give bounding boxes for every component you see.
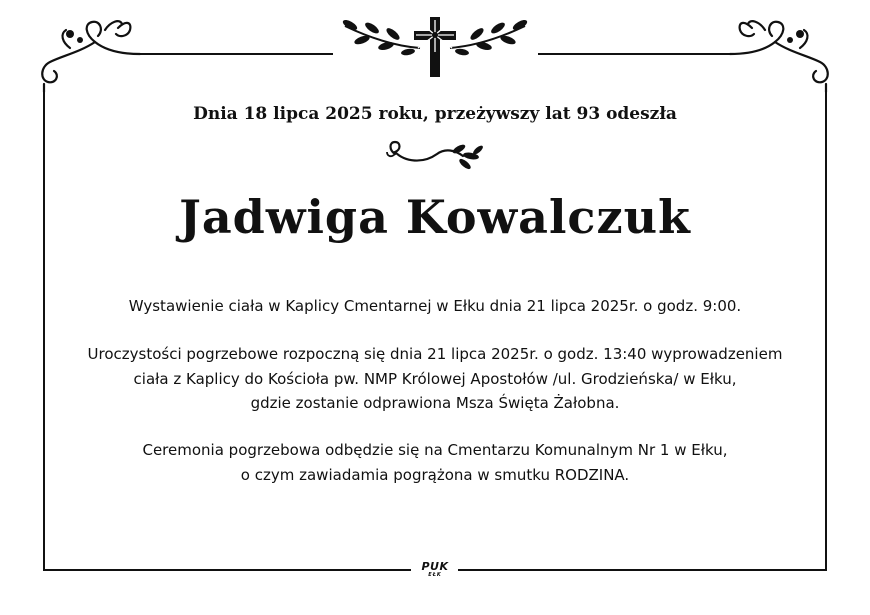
cross-icon (414, 17, 456, 77)
corner-flourish-icon-left (42, 21, 140, 92)
laurel-branch-icon-left (341, 18, 420, 56)
text-line: Uroczystości pogrzebowe rozpoczną się dnia 21 lipca 2025r. o godz. 13:40 wyprowadzeniem (87, 345, 783, 363)
laurel-branch-icon-right (450, 18, 529, 56)
logo-main-text: PUK (421, 560, 449, 573)
text-line: Ceremonia pogrzebowa odbędzie się na Cmentarzu Komunalnym Nr 1 w Ełku, (142, 441, 728, 459)
paragraph-ceremony (50, 342, 820, 416)
frame-left-border (43, 92, 45, 570)
frame-bottom-border-left (43, 569, 411, 571)
puk-logo (413, 561, 457, 578)
logo-sub-text: EŁK (428, 572, 442, 578)
frame-bottom-border-right (458, 569, 827, 571)
text-line: ciała z Kaplicy do Kościoła pw. NMP Królowej Apostołów /ul. Grodzieńska/ w Ełku, (133, 369, 737, 388)
top-ornament (0, 0, 870, 95)
text-line: Wystawienie ciała w Kaplicy Cmentarnej w Ełku dnia 21 lipca 2025r. o godz. 9:00. (128, 297, 742, 315)
frame-right-border (825, 92, 827, 570)
paragraph-burial (50, 438, 820, 487)
death-date-line: Dnia 18 lipca 2025 roku, przeżywszy lat 93 odeszła (193, 104, 677, 124)
text-line: gdzie zostanie odprawiona Msza Święta Żałobna. (250, 394, 620, 412)
swirl-divider-icon (383, 140, 487, 176)
text-line: o czym zawiadamia pogrążona w smutku RODZINA. (240, 465, 630, 484)
deceased-name: Jadwiga Kowalczuk (179, 190, 691, 244)
paragraph-viewing (50, 294, 820, 319)
corner-flourish-icon-right (730, 21, 828, 92)
